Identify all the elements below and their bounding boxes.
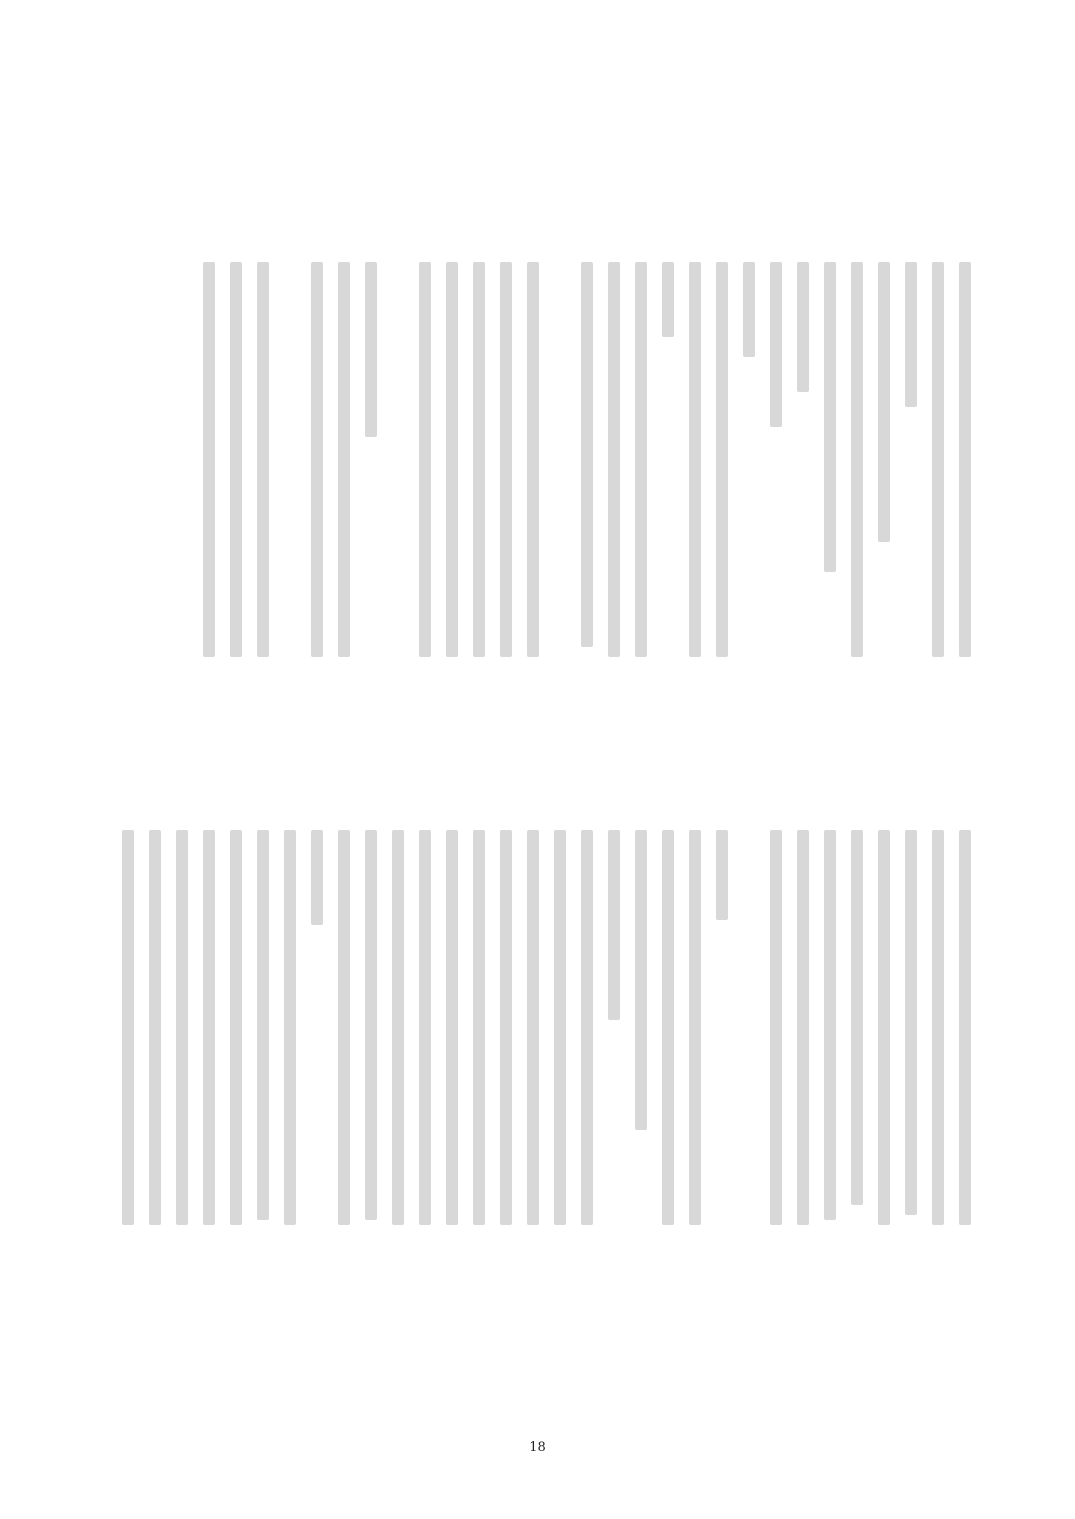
text-column bbox=[905, 262, 919, 657]
text-column bbox=[716, 830, 730, 1225]
text-line-placeholder bbox=[689, 830, 701, 1225]
text-column bbox=[797, 262, 811, 657]
text-column bbox=[851, 830, 865, 1225]
text-column bbox=[149, 830, 163, 1225]
text-line-placeholder bbox=[338, 262, 350, 657]
text-block-upper bbox=[203, 262, 973, 657]
text-line-placeholder bbox=[149, 830, 161, 1225]
text-column bbox=[581, 262, 595, 657]
text-line-placeholder bbox=[743, 262, 755, 357]
text-line-placeholder bbox=[608, 830, 620, 1020]
text-line-placeholder bbox=[419, 262, 431, 657]
text-line-placeholder bbox=[689, 262, 701, 657]
text-line-placeholder bbox=[608, 262, 620, 657]
text-line-placeholder bbox=[770, 830, 782, 1225]
text-column bbox=[500, 830, 514, 1225]
column-gap bbox=[554, 262, 568, 657]
text-column bbox=[257, 830, 271, 1225]
text-line-placeholder bbox=[203, 262, 215, 657]
text-column bbox=[446, 262, 460, 657]
text-column bbox=[932, 262, 946, 657]
text-line-placeholder bbox=[635, 830, 647, 1130]
text-column bbox=[230, 830, 244, 1225]
text-column bbox=[230, 262, 244, 657]
text-line-placeholder bbox=[554, 830, 566, 1225]
text-line-placeholder bbox=[338, 830, 350, 1225]
text-column bbox=[338, 830, 352, 1225]
text-column bbox=[932, 830, 946, 1225]
text-column bbox=[797, 830, 811, 1225]
text-line-placeholder bbox=[878, 830, 890, 1225]
text-column bbox=[365, 830, 379, 1225]
text-line-placeholder bbox=[797, 830, 809, 1225]
text-column bbox=[203, 262, 217, 657]
text-column bbox=[716, 262, 730, 657]
text-line-placeholder bbox=[365, 262, 377, 437]
text-column bbox=[176, 830, 190, 1225]
text-line-placeholder bbox=[311, 830, 323, 925]
text-line-placeholder bbox=[365, 830, 377, 1220]
text-line-placeholder bbox=[419, 830, 431, 1225]
text-column bbox=[608, 262, 622, 657]
text-column bbox=[122, 830, 136, 1225]
text-column bbox=[500, 262, 514, 657]
text-line-placeholder bbox=[257, 262, 269, 657]
text-line-placeholder bbox=[770, 262, 782, 427]
text-column bbox=[527, 830, 541, 1225]
text-line-placeholder bbox=[851, 830, 863, 1205]
text-line-placeholder bbox=[824, 830, 836, 1220]
text-column bbox=[473, 830, 487, 1225]
text-column bbox=[662, 262, 676, 657]
text-column bbox=[473, 262, 487, 657]
text-line-placeholder bbox=[176, 830, 188, 1225]
text-column bbox=[446, 830, 460, 1225]
text-column bbox=[824, 262, 838, 657]
text-column bbox=[635, 830, 649, 1225]
text-column bbox=[959, 830, 973, 1225]
text-line-placeholder bbox=[905, 262, 917, 407]
text-line-placeholder bbox=[203, 830, 215, 1225]
text-column bbox=[365, 262, 379, 657]
text-line-placeholder bbox=[473, 262, 485, 657]
text-line-placeholder bbox=[527, 830, 539, 1225]
text-line-placeholder bbox=[257, 830, 269, 1220]
text-column bbox=[743, 262, 757, 657]
text-line-placeholder bbox=[932, 830, 944, 1225]
text-line-placeholder bbox=[932, 262, 944, 657]
page-number: 18 bbox=[529, 1440, 546, 1455]
text-column bbox=[689, 262, 703, 657]
text-column bbox=[608, 830, 622, 1225]
text-line-placeholder bbox=[959, 262, 971, 657]
text-column bbox=[662, 830, 676, 1225]
text-column bbox=[419, 262, 433, 657]
column-gap bbox=[743, 830, 757, 1225]
text-line-placeholder bbox=[311, 262, 323, 657]
text-column bbox=[311, 262, 325, 657]
text-column bbox=[203, 830, 217, 1225]
text-column bbox=[419, 830, 433, 1225]
text-line-placeholder bbox=[716, 830, 728, 920]
text-column bbox=[689, 830, 703, 1225]
text-line-placeholder bbox=[284, 830, 296, 1225]
text-column bbox=[392, 830, 406, 1225]
text-line-placeholder bbox=[230, 262, 242, 657]
text-line-placeholder bbox=[446, 830, 458, 1225]
text-column bbox=[770, 830, 784, 1225]
text-line-placeholder bbox=[851, 262, 863, 657]
text-column bbox=[554, 830, 568, 1225]
text-line-placeholder bbox=[473, 830, 485, 1225]
text-line-placeholder bbox=[122, 830, 134, 1225]
text-line-placeholder bbox=[878, 262, 890, 542]
text-block-lower bbox=[122, 830, 973, 1225]
text-line-placeholder bbox=[959, 830, 971, 1225]
text-column bbox=[959, 262, 973, 657]
text-column bbox=[905, 830, 919, 1225]
text-column bbox=[284, 830, 298, 1225]
text-line-placeholder bbox=[446, 262, 458, 657]
text-line-placeholder bbox=[500, 262, 512, 657]
text-line-placeholder bbox=[905, 830, 917, 1215]
text-line-placeholder bbox=[662, 830, 674, 1225]
column-gap bbox=[284, 262, 298, 657]
text-column bbox=[824, 830, 838, 1225]
column-gap bbox=[392, 262, 406, 657]
text-line-placeholder bbox=[824, 262, 836, 572]
text-line-placeholder bbox=[716, 262, 728, 657]
text-line-placeholder bbox=[797, 262, 809, 392]
text-line-placeholder bbox=[500, 830, 512, 1225]
text-line-placeholder bbox=[581, 830, 593, 1225]
text-column bbox=[527, 262, 541, 657]
text-column bbox=[878, 830, 892, 1225]
text-column bbox=[851, 262, 865, 657]
text-line-placeholder bbox=[662, 262, 674, 337]
text-column bbox=[311, 830, 325, 1225]
text-line-placeholder bbox=[392, 830, 404, 1225]
text-column bbox=[635, 262, 649, 657]
text-line-placeholder bbox=[635, 262, 647, 657]
text-line-placeholder bbox=[527, 262, 539, 657]
text-column bbox=[878, 262, 892, 657]
text-line-placeholder bbox=[230, 830, 242, 1225]
text-column bbox=[257, 262, 271, 657]
text-column bbox=[338, 262, 352, 657]
text-line-placeholder bbox=[581, 262, 593, 647]
text-column bbox=[770, 262, 784, 657]
text-column bbox=[581, 830, 595, 1225]
